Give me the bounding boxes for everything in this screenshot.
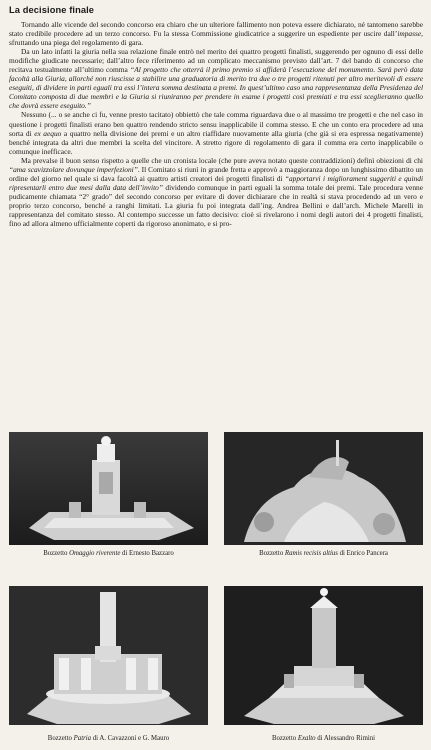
text-run: Tornando alle vicende del secondo concorso era chiaro che un ulteriore fallimento non poteva essere dichiarato, né tantomeno sarebbe stato credibile procedere ad un terzo concorso. Fu la stessa Commissione giudicatrice a suggerire un espediente per uscire dall’ — [9, 20, 423, 39]
caption-prefix: Bozzetto — [47, 735, 74, 742]
section-heading: La decisione finale — [9, 5, 95, 15]
caption-bozzetto-patria — [9, 735, 208, 742]
caption-author: di A. Cavazzoni e G. Mauro — [91, 735, 170, 742]
text-run: Da un lato infatti la giuria nella sua relazione finale entrò nel merito dei quattro progetti finalisti, suggerendo per ognuno di essi delle modifiche giudicate necessarie; dall’altro fece riferimento ad un complicato meccanismo previsto dall’art. 7 del bando di concorso che recitava testualmente all’ultimo comma — [9, 47, 423, 75]
caption-author: di Ernesto Bazzaro — [120, 550, 174, 557]
text-run: a quattro nella divisione dei premi e un altro riaffidare nuovamente alla giuria (che già si era espressa negativamente) benché integrata da altri due membri la scelta del vincitore. A stretto rigore di regolamento di gara il comma era certo inapplicabile o comunque inefficace. — [9, 128, 423, 156]
body-text — [9, 20, 423, 228]
caption-title: Ramis recisis altius — [284, 550, 338, 557]
body-paragraph — [9, 20, 423, 47]
photo-bozzetto-ramis-recisis-altius — [224, 432, 423, 545]
caption-prefix: Bozzetto — [271, 735, 298, 742]
italic-run: “apportarvi i migliorament suggeriti e quindi ripresentarli entro due mesi dalla data dell’invito” — [9, 173, 424, 192]
body-paragraph — [9, 156, 423, 228]
text-run: dividendo comunque in parti eguali la somma totale dei premi. Tale procedura venne pudicamente chiamata “2° grado” del secondo concorso per evitare di dover dichiarare che in realtà si stava procedendo ad un vero e proprio terzo concorso, benché a ranghi limitati. La giuria fu poi integrata dall’ing. Andrea Bellini e dall’arch. Michele Marelli in rappresentanza del comitato stesso. Al contempo successe un fatto decisivo: cioè si rivelarono i nomi degli autori dei 4 progetti finalisti, fino ad allora almeno ufficialmente coperti da rigoroso anonimato, e si pro- — [9, 182, 423, 229]
text-run: . Il Comitato si riunì in grande fretta e approvò a maggioranza dopo un lunghissimo dibattito un ordine del giorno nel quale si dava facoltà ai quattro artisti creatori dei progetti finalisti di — [9, 164, 424, 183]
caption-author: di Enrico Pancera — [337, 550, 388, 557]
body-paragraph — [9, 47, 423, 110]
caption-author: di Alessandro Rimini — [315, 735, 376, 742]
body-paragraph — [9, 110, 423, 155]
caption-title: Omaggio riverente — [69, 550, 121, 557]
italic-run: “Al progetto che otterrà il primo premio si affiderà l’esecuzione del monumento. Sarà però data facoltà alla Giuria, allorché non riuscisse a stabilire una graduatoria di merito tra due o tre progetti ritenuti per altro meritevoli di essere eseguiti, di dividere in parti eguali tra essi l’intera somma destinata a premi. In quest’ultimo caso una rappresentanza della Presidenza del Comitato composta di due membri e la Giuria si riuniranno per prendere in esame i progetti così premiati e tra essi sceglieranno quello che dovrà essere eseguito.” — [9, 65, 423, 111]
italic-run: ex aequo — [34, 128, 62, 138]
italic-run: impasse — [397, 29, 422, 39]
text-run: Ma prevalse il buon senso rispetto a quelle che un cronista locale (che pure aveva notato queste contraddizioni) definì obiezioni di chi — [21, 155, 423, 165]
caption-prefix: Bozzetto — [43, 550, 70, 557]
caption-title: Patria — [73, 735, 92, 742]
caption-bozzetto-omaggio-riverente — [9, 550, 208, 557]
photo-bozzetto-exalto — [224, 586, 423, 725]
caption-bozzetto-ramis-recisis-altius — [224, 550, 423, 557]
text-run: Nessuno (... o se anche ci fu, venne presto tacitato) obbiettò che tale comma riguardava due o al massimo tre progetti e che nel caso in questione i progetti finalisti erano ben quattro rendendo stricto sensu inapplicabile il comma stesso. E che un conto era procedere ad una sorta di — [9, 110, 423, 138]
caption-prefix: Bozzetto — [259, 550, 285, 557]
photo-bozzetto-omaggio-riverente — [9, 432, 208, 545]
caption-title: Exalto — [297, 735, 316, 742]
caption-bozzetto-exalto — [224, 735, 423, 742]
text-run: , sfruttando una piega del regolamento di gara. — [9, 29, 423, 48]
photo-bozzetto-patria — [9, 586, 208, 725]
italic-run: “ama scavizzolare dovunque imperfezioni” — [9, 164, 138, 174]
